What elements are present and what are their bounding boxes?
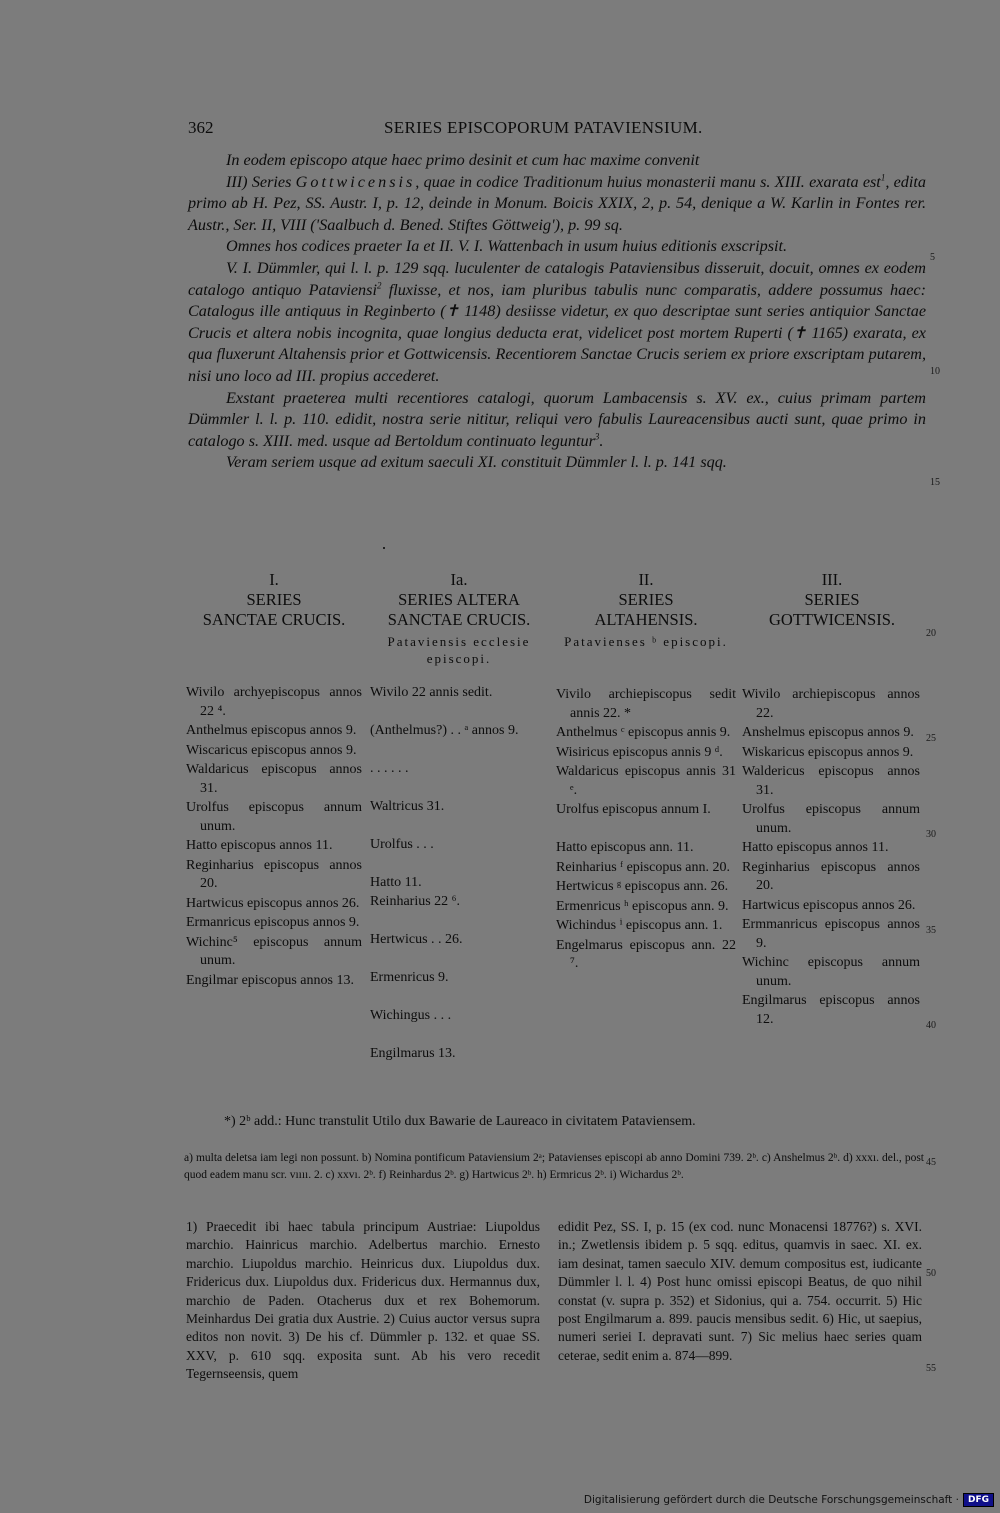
line-number: 25: [926, 733, 936, 744]
list-item: Urolfus episcopus annum I.: [556, 802, 711, 817]
list-item: Waldaricus episcopus annis 31 ᵉ.: [556, 764, 736, 798]
list-item: Wisiricus episcopus annis 9 ᵈ.: [556, 744, 723, 760]
intro-paragraph-veram: Veram seriem usque ad exitum saeculi XI. constituit Dümmler l. l. p. 141 sqq.: [226, 453, 727, 472]
column-sanctae-crucis: [186, 684, 362, 991]
list-item: Waltricus 31.: [370, 799, 445, 814]
footnotes-left-column: 1) Praecedit ibi haec tabula principum Austriae: Liupoldus marchio. Hainricus marchio. Adelbertus marchio. Ernesto marchio. Liupoldus marchio. Heinricus dux. Liupoldus dux. Fridericus dux. Liupoldus dux. Fridericus dux. Hermannus dux, marchio de Paden. Otacherus dux et rex Bohemorum. Meinhardus Dei gratia dux Austrie. 2) Cuius auctor versus supra editos non novit. 3) De his cf. Dümmler p. 132. et quae SS. XXV, p. 610 sqq. exposita sunt. Ab his vero recedit Tegernseensis, quem: [186, 1219, 540, 1382]
list-item: Reginharius episcopus annos 20.: [742, 859, 920, 893]
column-altahensis: [556, 686, 736, 975]
list-item: Wichinc⁵ episcopus annum unum.: [186, 934, 362, 968]
list-item: Wiscaricus episcopus annos 9.: [186, 742, 357, 758]
list-item: Reinharius ᶠ episcopus ann. 20.: [556, 859, 731, 875]
list-item: Ermmanricus episcopus annos 9.: [742, 917, 920, 951]
intro-paragraph-gottwicensis: III) Series Gottwicensis, quae in codice Traditionum huius monasterii manu s. XIII. exarata est$^1$, edita primo ab H. Pez, SS. Austr. I, p. 12, deinde in Monum. Boicis XXIX, 2, p. 54, denique a W. Karlin in Fontes rer. Austr., Ser. II, VIII ('Saalbuch d. Bened. Stiftes Göttweig'), p. 99 sq.: [188, 172, 926, 234]
line-number: 30: [926, 829, 936, 840]
column-heading-1: I. SERIES SANCTAE CRUCIS.: [202, 570, 346, 629]
list-item: . . . . . .: [370, 761, 409, 776]
list-item: Urolfus . . .: [370, 837, 434, 852]
column-heading-3: III. SERIES GOTTWICENSIS.: [768, 570, 896, 629]
line-number: 55: [926, 1363, 936, 1374]
intro-paragraph-dummler: V. I. Dümmler, qui l. l. p. 129 sqq. luculenter de catalogis Pataviensibus disseruit, docuit, omnes ex eodem catalogo antiquo Pataviensi$^2$ fluxisse, et nos, iam pluribus tabulis nunc comparatis, addere possumus haec: Catalogus ille antiquus in Reginberto (✝ 1148) desiisse videtur, ex quo descriptae sunt series antiquior Sanctae Crucis et altera nobis incognita, quae longius deducta erat, videlicet post mortem Ruperti (✝ 1165) exarata, ex qua fluxerunt Altahensis prior et Gottwicensis. Recentiorem Sanctae Crucis seriem ex priore exscriptam putarem, nisi uno loco ad III. propius accederet.: [188, 258, 926, 385]
list-item: Anthelmus episcopus annos 9.: [186, 723, 357, 738]
list-item: Reginharius episcopus annos 20.: [186, 857, 362, 891]
list-item: Engilmarus episcopus annos 12.: [742, 993, 920, 1027]
dfg-logo-icon: DFG: [963, 1493, 994, 1507]
dfg-credit: [584, 1493, 994, 1507]
page-number: 362: [188, 118, 214, 137]
line-number: 50: [926, 1268, 936, 1279]
footnotes-right-column: edidit Pez, SS. I, p. 15 (ex cod. nunc Monacensi 18776?) s. XVI. in.; Zwetlensis ibidem p. 5 sqq. editus, quamvis in saec. XI. ex. iam desinat, tamen saeculo XIV. demum compositus est, iudicante Dümmler l. l. 4) Post hunc omissi episcopi Beatus, de quo nihil constat (v. supra p. 352) et Sidonius, qui a. 754. occurrit. 5) Hic post Engilmarum a. 899. paucis mensibus sedit. 6) Hic, ut saepius, numeri seriei I. depravati sunt. 7) Sic melius haec series quam ceterae, sedit enim a. 874—899.: [558, 1219, 922, 1363]
asterisk-note: *) 2ᵇ add.: Hunc transtulit Utilo dux Bawarie de Laureaco in civitatem Pataviensem.: [224, 1114, 696, 1129]
list-item: Ermenricus ʰ episcopus ann. 9.: [556, 898, 729, 914]
column-heading-1a: Ia. SERIES ALTERA SANCTAE CRUCIS. Pataviensis ecclesie episcopi.: [387, 570, 531, 666]
running-title: SERIES EPISCOPORUM PATAVIENSIUM.: [384, 118, 703, 137]
list-item: Wivilo archyepiscopus annos 22 ⁴.: [186, 685, 362, 719]
list-item: Anshelmus episcopus annos 9.: [742, 725, 914, 740]
line-number: 15: [930, 477, 940, 488]
list-item: Hatto 11.: [370, 875, 422, 890]
list-item: Vivilo archiepiscopus sedit annis 22. *: [556, 687, 736, 721]
dfg-credit-text: Digitalisierung gefördert durch die Deutsche Forschungsgemeinschaft ·: [583, 1494, 959, 1506]
list-item: Engilmar episcopus annos 13.: [186, 972, 354, 988]
list-item: Wichingus . . .: [370, 1008, 452, 1023]
list-item: Urolfus episcopus annum unum.: [186, 800, 362, 834]
list-item: Hertwicus . . 26.: [370, 932, 463, 947]
stray-dot: [383, 547, 385, 549]
list-item: Hartwicus episcopus annos 26.: [742, 897, 916, 913]
list-item: (Anthelmus?) . . ᵃ annos 9.: [370, 723, 519, 738]
list-item: Anthelmus ᶜ episcopus annis 9.: [556, 725, 731, 740]
list-item: Wichinc episcopus annum unum.: [742, 955, 920, 989]
list-item: Reinharius 22 ⁶.: [370, 894, 461, 909]
list-item: Engelmarus episcopus ann. 22 ⁷.: [556, 937, 736, 971]
list-item: Engilmarus 13.: [370, 1046, 456, 1061]
list-item: Wiskaricus episcopus annos 9.: [742, 744, 914, 760]
intro-text: [188, 150, 926, 474]
list-item: Hartwicus episcopus annos 26.: [186, 895, 360, 911]
column-gottwicensis: [742, 686, 920, 1030]
column-heading-2: II. SERIES ALTAHENSIS. Patavienses ᵇ episcopi.: [564, 570, 728, 649]
list-item: Wichindus ⁱ episcopus ann. 1.: [556, 918, 723, 933]
list-item: Urolfus episcopus annum unum.: [742, 802, 920, 836]
intro-paragraph-exstant: Exstant praeterea multi recentiores catalogi, quorum Lambacensis s. XV. ex., cuius primam partem Dümmler l. l. p. 110. edidit, nostra serie nititur, reliqui vero fabulis Laureacensibus aucti sunt, quae primo in catalogo s. XIII. med. usque ad Bertoldum continuato leguntur$^3$.: [188, 388, 926, 450]
list-item: Wivilo 22 annis sedit.: [370, 685, 493, 700]
line-number: 40: [926, 1020, 936, 1031]
list-item: Ermenricus 9.: [370, 970, 449, 985]
line-number: 35: [926, 925, 936, 936]
line-number: 45: [926, 1157, 936, 1168]
intro-line-1: In eodem episcopo atque haec primo desinit et cum hac maxime convenit: [226, 151, 700, 169]
list-item: Wivilo archiepiscopus annos 22.: [742, 687, 920, 721]
letter-footnotes: a) multa deletsa iam legi non possunt. b) Nomina pontificum Pataviensium 2ᵃ; Patavienses episcopi ab anno Domini 739. 2ᵇ. c) Anshelmus 2ᵇ. d) xxxı. del., post quod eadem manu scr. vıııı. 2. c) xxvı. 2ᵇ. f) Reinhardus 2ᵇ. g) Hartwicus 2ᵇ. h) Ermricus 2ᵇ. i) Wichardus 2ᵇ.: [184, 1152, 924, 1181]
column-altera-sanctae-crucis: [370, 684, 548, 1083]
list-item: Hatto episcopus annos 11.: [186, 838, 333, 853]
list-item: Ermanricus episcopus annos 9.: [186, 915, 360, 930]
list-item: Waldericus episcopus annos 31.: [742, 764, 920, 798]
line-number: 10: [930, 366, 940, 377]
list-item: Hatto episcopus ann. 11.: [556, 840, 694, 855]
line-number: 5: [930, 252, 935, 263]
list-item: Hatto episcopus annos 11.: [742, 840, 889, 855]
line-number: 20: [926, 628, 936, 639]
intro-paragraph-codices: Omnes hos codices praeter Ia et II. V. I. Wattenbach in usum huius editionis exscripsit.: [226, 237, 788, 256]
list-item: Waldaricus episcopus annos 31.: [186, 762, 362, 796]
list-item: Hertwicus ᵍ episcopus ann. 26.: [556, 879, 729, 894]
